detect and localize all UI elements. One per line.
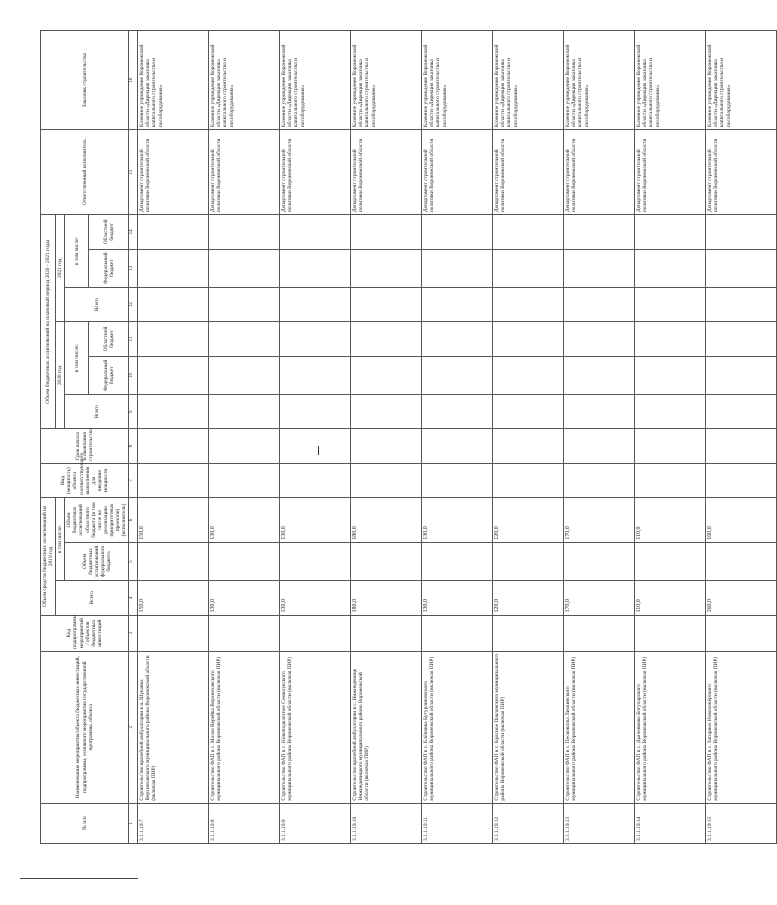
table-row: [209, 31, 280, 844]
row-2021-total: [422, 287, 493, 321]
row-2020-obl: [493, 322, 564, 356]
row-term: [138, 463, 209, 497]
row-fed: [493, 542, 564, 580]
row-obl: 130,0: [209, 498, 280, 542]
row-fed: [351, 542, 422, 580]
row-2020-obl: [138, 322, 209, 356]
row-capacity: [564, 429, 635, 463]
row-obl: 170,0: [564, 498, 635, 542]
row-2021-fed: [564, 249, 635, 287]
col-number: 6: [129, 498, 138, 542]
row-2021-total: [493, 287, 564, 321]
header-2021-fed: Федеральный бюджет: [89, 249, 129, 287]
row-fed: [706, 542, 777, 580]
row-capacity: [351, 429, 422, 463]
row-num: 3.1.1.19.7: [138, 803, 209, 843]
row-obl: 180,0: [351, 498, 422, 542]
row-total: 130,0: [280, 581, 351, 615]
row-2021-fed: [280, 249, 351, 287]
header-name: Наименование мероприятия/объекта бюджетных инвестиций, подпрограммы, основного мероприятия государственной программы, объекта: [41, 651, 129, 803]
row-responsible: Департамент строительной политики Воронежской области: [493, 130, 564, 215]
row-2020-fed: [635, 356, 706, 394]
table-row: [422, 31, 493, 844]
row-2021-fed: [422, 249, 493, 287]
rotated-page: [40, 30, 732, 844]
header-2020: 2020 год: [56, 322, 65, 429]
row-2020-obl: [706, 322, 777, 356]
row-obl: 120,0: [493, 498, 564, 542]
col-number: 3: [129, 615, 138, 651]
header-num: № п/п: [41, 803, 129, 843]
row-2021-obl: [493, 215, 564, 249]
row-2021-obl: [138, 215, 209, 249]
row-num: 3.1.1.19.8: [209, 803, 280, 843]
header-incl: в том числе:: [56, 498, 65, 581]
row-obl: 130,0: [422, 498, 493, 542]
col-number: 16: [129, 31, 138, 130]
row-customer: Казенное учреждение Воронежской области «Дирекция заказчика капитального строительства и пособорудования»: [209, 31, 280, 130]
row-code: [351, 615, 422, 651]
row-num: 3.1.1.19.15: [706, 803, 777, 843]
row-2020-total: [422, 395, 493, 429]
row-name: Строительство врачебной амбулатории в п. Шукавка Верхнехавского муниципального района Воронежской области (включая ПИР): [138, 651, 209, 803]
row-2020-obl: [280, 322, 351, 356]
row-name: Строительство ФАП в с. Красное Павловского муниципального района Воронежской области (включая ПИР): [493, 651, 564, 803]
row-term: [564, 463, 635, 497]
header-2020-total: Всего: [65, 395, 129, 429]
footnote-separator: [20, 878, 138, 879]
row-term: [351, 463, 422, 497]
row-fed: [209, 542, 280, 580]
table-row: [280, 31, 351, 844]
row-2021-fed: [351, 249, 422, 287]
row-2021-total: [280, 287, 351, 321]
row-fed: [422, 542, 493, 580]
row-2021-obl: [280, 215, 351, 249]
col-number: 5: [129, 542, 138, 580]
row-name: Строительство ФАП в с. Дьяченково Богучарского муниципального района Воронежской области (включая ПИР): [635, 651, 706, 803]
col-number: 11: [129, 322, 138, 356]
row-2021-total: [635, 287, 706, 321]
col-number: 13: [129, 249, 138, 287]
col-number: 10: [129, 356, 138, 394]
row-code: [138, 615, 209, 651]
row-2020-fed: [564, 356, 635, 394]
row-2020-total: [209, 395, 280, 429]
row-name: Строительство ФАП в с. Загорное Новохопёрского муниципального района Воронежской области (включая ПИР): [706, 651, 777, 803]
row-2021-obl: [351, 215, 422, 249]
row-name: Строительство ФАП в с. Новоподклетное Семилукского муниципального района Воронежской области (включая ПИР): [280, 651, 351, 803]
row-obl: 130,0: [280, 498, 351, 542]
header-2020-obl: Областной бюджет: [89, 322, 129, 356]
row-total: 130,0: [422, 581, 493, 615]
col-number: 14: [129, 215, 138, 249]
row-2020-fed: [493, 356, 564, 394]
header-2021: 2021 год: [56, 215, 65, 322]
header-total: Всего: [56, 581, 129, 615]
row-2021-fed: [138, 249, 209, 287]
header-capacity: Срок начала и окончания строительства: [41, 429, 129, 463]
header-funding-2019: Объем средств бюджетных ассигнований на 2019 год: [41, 498, 56, 615]
table-rotator: [40, 30, 732, 844]
row-code: [493, 615, 564, 651]
row-customer: Казенное учреждение Воронежской области «Дирекция заказчика капитального строительства и пособорудования»: [280, 31, 351, 130]
col-number: 1: [129, 803, 138, 843]
row-2020-total: [706, 395, 777, 429]
row-total: 150,0: [138, 581, 209, 615]
col-number: 8: [129, 429, 138, 463]
row-2021-total: [564, 287, 635, 321]
row-capacity: [280, 429, 351, 463]
row-name: Строительство ФАП в с. Песковатка Лискинского муниципального района Воронежской области (включая ПИР): [564, 651, 635, 803]
row-2020-fed: [138, 356, 209, 394]
header-2020-incl: в том числе:: [65, 322, 89, 395]
row-term: [706, 463, 777, 497]
table-row: [635, 31, 706, 844]
row-num: 3.1.1.19.13: [564, 803, 635, 843]
row-capacity: [138, 429, 209, 463]
col-number: 15: [129, 130, 138, 215]
col-number: 7: [129, 463, 138, 497]
row-2020-fed: [706, 356, 777, 394]
row-customer: Казенное учреждение Воронежской области «Дирекция заказчика капитального строительства и пособорудования»: [138, 31, 209, 130]
header-2021-incl: в том числе:: [65, 215, 89, 288]
col-number: 2: [129, 651, 138, 803]
row-total: 130,0: [209, 581, 280, 615]
col-number: 4: [129, 581, 138, 615]
header-code: Код подпрограммы мероприятий / объектов бюджетных инвестиций: [41, 615, 129, 651]
row-fed: [564, 542, 635, 580]
row-2020-obl: [422, 322, 493, 356]
row-num: 3.1.1.19.11: [422, 803, 493, 843]
row-customer: Казенное учреждение Воронежской области «Дирекция заказчика капитального строительства и пособорудования»: [422, 31, 493, 130]
table-row: [706, 31, 777, 844]
row-responsible: Департамент строительной политики Воронежской области: [280, 130, 351, 215]
row-2021-fed: [635, 249, 706, 287]
row-customer: Казенное учреждение Воронежской области «Дирекция заказчика капитального строительства и пособорудования»: [564, 31, 635, 130]
row-responsible: Департамент строительной политики Воронежской области: [209, 130, 280, 215]
row-customer: Казенное учреждение Воронежской области «Дирекция заказчика капитального строительства и пособорудования»: [493, 31, 564, 130]
row-total: 180,0: [351, 581, 422, 615]
row-total: 170,0: [564, 581, 635, 615]
row-2021-fed: [493, 249, 564, 287]
row-2021-fed: [706, 249, 777, 287]
row-num: 3.1.1.19.10: [351, 803, 422, 843]
header-2021-obl: Областной бюджет: [89, 215, 129, 249]
row-term: [280, 463, 351, 497]
row-2021-total: [209, 287, 280, 321]
row-2020-obl: [351, 322, 422, 356]
row-2020-total: [493, 395, 564, 429]
row-name: Строительство ФАП в с. Клёповка Бутурлиновского муниципального района Воронежской области (включая ПИР): [422, 651, 493, 803]
row-responsible: Департамент строительной политики Воронежской области: [635, 130, 706, 215]
table-row: [138, 31, 209, 844]
col-number: 9: [129, 395, 138, 429]
row-2021-obl: [635, 215, 706, 249]
row-total: 120,0: [493, 581, 564, 615]
row-2021-obl: [209, 215, 280, 249]
investment-table: [40, 30, 777, 844]
row-2020-total: [635, 395, 706, 429]
row-responsible: Департамент строительной политики Воронежской области: [564, 130, 635, 215]
row-code: [422, 615, 493, 651]
row-total: 110,0: [635, 581, 706, 615]
row-obl: 150,0: [138, 498, 209, 542]
table-row: [493, 31, 564, 844]
col-number: 12: [129, 287, 138, 321]
header-obl-alloc: Объем бюджетных ассигнований областного бюджета (в том числе на реализацию приоритетных проектов) (исполнитель): [65, 498, 129, 542]
header-customer: Заказчик строительства: [41, 31, 129, 130]
row-2021-obl: [706, 215, 777, 249]
row-2020-total: [280, 395, 351, 429]
header-responsible: Ответственный исполнитель: [41, 130, 129, 215]
row-capacity: [706, 429, 777, 463]
row-responsible: Департамент строительной политики Воронежской области: [351, 130, 422, 215]
row-capacity: [422, 429, 493, 463]
row-2020-total: [564, 395, 635, 429]
row-responsible: Департамент строительной политики Воронежской области: [422, 130, 493, 215]
column-number-row: [129, 31, 138, 844]
row-term: [422, 463, 493, 497]
row-customer: Казенное учреждение Воронежской области «Дирекция заказчика капитального строительства и пособорудования»: [351, 31, 422, 130]
row-obl: 110,0: [635, 498, 706, 542]
row-term: [635, 463, 706, 497]
row-2021-total: [351, 287, 422, 321]
row-fed: [635, 542, 706, 580]
header-2021-total: Всего: [65, 287, 129, 321]
row-2020-total: [138, 395, 209, 429]
row-code: [635, 615, 706, 651]
table-row: [564, 31, 635, 844]
row-capacity: [635, 429, 706, 463]
row-capacity: [493, 429, 564, 463]
header-fed-alloc: Объем бюджетных ассигнований федерального бюджета: [65, 542, 129, 580]
row-fed: [138, 542, 209, 580]
row-2020-fed: [209, 356, 280, 394]
row-fed: [280, 542, 351, 580]
row-code: [706, 615, 777, 651]
row-code: [280, 615, 351, 651]
row-customer: Казенное учреждение Воронежской области «Дирекция заказчика капитального строительства и пособорудования»: [706, 31, 777, 130]
row-2020-obl: [635, 322, 706, 356]
row-term: [493, 463, 564, 497]
row-name: Строительство ФАП в с. Малая Верейка Верхнехавского муниципального района Воронежской области (включая ПИР): [209, 651, 280, 803]
row-num: 3.1.1.19.9: [280, 803, 351, 843]
row-obl: 160,0: [706, 498, 777, 542]
row-2020-fed: [422, 356, 493, 394]
row-2021-total: [138, 287, 209, 321]
row-2020-obl: [564, 322, 635, 356]
row-capacity: [209, 429, 280, 463]
row-customer: Казенное учреждение Воронежской области «Дирекция заказчика капитального строительства и пособорудования»: [635, 31, 706, 130]
row-2020-fed: [351, 356, 422, 394]
row-2020-obl: [209, 322, 280, 356]
table-body: [138, 31, 777, 844]
header-2020-fed: Федеральный бюджет: [89, 356, 129, 394]
row-2021-obl: [422, 215, 493, 249]
header-funding-future: Объем бюджетных ассигнований на плановый период 2020 - 2021 годы: [41, 215, 56, 429]
row-2020-total: [351, 395, 422, 429]
row-2020-fed: [280, 356, 351, 394]
row-2021-obl: [564, 215, 635, 249]
row-responsible: Департамент строительной политики Воронежской области: [138, 130, 209, 215]
row-term: [209, 463, 280, 497]
row-num: 3.1.1.19.12: [493, 803, 564, 843]
row-code: [564, 615, 635, 651]
header-term: Вид (мощность) объекта соответствующего выполнения для введения мощности: [41, 463, 129, 497]
row-total: 160,0: [706, 581, 777, 615]
row-2021-total: [706, 287, 777, 321]
row-num: 3.1.1.19.14: [635, 803, 706, 843]
row-code: [209, 615, 280, 651]
row-name: Строительство врачебной амбулатории в с. Нижнедевицк Нижнедевицкого муниципального района Воронежской области (включая ПИР): [351, 651, 422, 803]
row-2021-fed: [209, 249, 280, 287]
table-row: [351, 31, 422, 844]
row-responsible: Департамент строительной политики Воронежской области: [706, 130, 777, 215]
